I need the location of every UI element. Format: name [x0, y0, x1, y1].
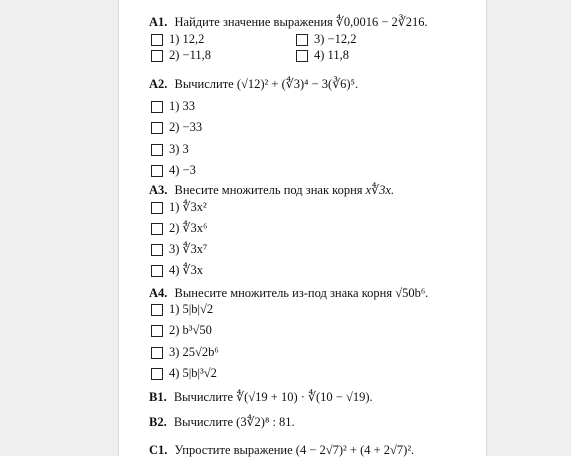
- answer-checkbox[interactable]: [151, 304, 163, 316]
- question-id: A1.: [149, 15, 168, 29]
- question-id: C1.: [149, 443, 168, 457]
- answer-checkbox[interactable]: [151, 347, 163, 359]
- question-expression: √50b⁶.: [395, 286, 429, 300]
- option-label: 1): [169, 99, 180, 113]
- option-a4-2[interactable]: [151, 323, 212, 338]
- option-a1-3[interactable]: [296, 32, 356, 47]
- option-a4-1[interactable]: [151, 302, 213, 317]
- option-label: 4): [169, 366, 180, 380]
- question-text: Вычислите: [174, 77, 234, 91]
- option-a2-3[interactable]: [151, 142, 189, 157]
- answer-checkbox[interactable]: [151, 325, 163, 337]
- option-label: 2): [169, 323, 180, 337]
- answer-checkbox[interactable]: [151, 50, 163, 62]
- option-a4-4[interactable]: [151, 366, 217, 381]
- option-label: 3): [169, 242, 180, 256]
- question-a3: [149, 182, 394, 198]
- question-id: A4.: [149, 286, 168, 300]
- option-value: ∜3x²: [182, 200, 207, 214]
- option-value: 12,2: [182, 32, 205, 46]
- question-expression: x∜3x.: [365, 183, 395, 197]
- answer-checkbox[interactable]: [151, 122, 163, 134]
- option-a1-4[interactable]: [296, 48, 349, 63]
- answer-checkbox[interactable]: [151, 101, 163, 113]
- option-value: 33: [182, 99, 196, 113]
- option-label: 1): [169, 200, 180, 214]
- question-text: Вынесите множитель из-под знака корня: [174, 286, 393, 300]
- option-a2-4[interactable]: [151, 163, 196, 178]
- option-label: 2): [169, 48, 180, 62]
- question-text: Вычислите: [173, 390, 234, 404]
- left-margin: [0, 0, 118, 456]
- option-a4-3[interactable]: [151, 345, 219, 360]
- question-expression: (4 − 2√7)² + (4 + 2√7)².: [295, 443, 415, 457]
- option-label: 3): [169, 345, 180, 359]
- option-value: −12,2: [327, 32, 357, 46]
- option-a1-2[interactable]: [151, 48, 211, 63]
- question-id: A2.: [149, 77, 168, 91]
- question-a4: [149, 285, 428, 301]
- option-label: 3): [314, 32, 325, 46]
- option-a3-4[interactable]: [151, 263, 203, 278]
- option-a3-3[interactable]: [151, 242, 207, 257]
- question-text: Вычислите: [173, 415, 234, 429]
- option-value: ∜3x⁶: [182, 221, 208, 235]
- answer-checkbox[interactable]: [151, 165, 163, 177]
- option-value: ∜3x: [182, 263, 204, 277]
- option-a3-2[interactable]: [151, 221, 207, 236]
- question-id: B2.: [149, 415, 167, 429]
- answer-checkbox[interactable]: [151, 144, 163, 156]
- question-expression: ∜0,0016 − 2∛216.: [335, 15, 428, 29]
- answer-checkbox[interactable]: [296, 50, 308, 62]
- option-a2-1[interactable]: [151, 99, 195, 114]
- option-a3-1[interactable]: [151, 200, 207, 215]
- option-value: 25√2b⁶: [182, 345, 219, 359]
- answer-checkbox[interactable]: [151, 34, 163, 46]
- question-b1: [149, 389, 373, 405]
- option-label: 2): [169, 120, 180, 134]
- question-expression: ∜(√19 + 10) · ∜(10 − √19).: [236, 390, 373, 404]
- option-value: 11,8: [327, 48, 349, 62]
- question-text: Упростите выражение: [174, 443, 293, 457]
- option-value: b³√50: [182, 323, 212, 337]
- answer-checkbox[interactable]: [151, 244, 163, 256]
- question-id: B1.: [149, 390, 167, 404]
- option-label: 3): [169, 142, 180, 156]
- answer-checkbox[interactable]: [151, 223, 163, 235]
- right-margin: [487, 0, 571, 456]
- option-label: 4): [169, 263, 180, 277]
- question-expression: (3∜2)⁸ : 81.: [236, 415, 295, 429]
- option-label: 1): [169, 302, 180, 316]
- option-label: 2): [169, 221, 180, 235]
- option-value: −11,8: [182, 48, 212, 62]
- option-value: 5|b|√2: [182, 302, 214, 316]
- option-value: 5|b|³√2: [182, 366, 217, 380]
- option-value: ∜3x⁷: [182, 242, 208, 256]
- question-text: Найдите значение выражения: [174, 15, 333, 29]
- option-value: −33: [182, 120, 203, 134]
- answer-checkbox[interactable]: [296, 34, 308, 46]
- question-id: A3.: [149, 183, 168, 197]
- question-b2: [149, 414, 295, 430]
- option-label: 4): [314, 48, 325, 62]
- question-a1: [149, 14, 428, 30]
- option-label: 1): [169, 32, 180, 46]
- option-a2-2[interactable]: [151, 120, 202, 135]
- answer-checkbox[interactable]: [151, 265, 163, 277]
- option-value: 3: [182, 142, 189, 156]
- answer-checkbox[interactable]: [151, 368, 163, 380]
- option-value: −3: [182, 163, 196, 177]
- option-label: 4): [169, 163, 180, 177]
- answer-checkbox[interactable]: [151, 202, 163, 214]
- option-a1-1[interactable]: [151, 32, 204, 47]
- question-a2: [149, 76, 358, 92]
- question-text: Внесите множитель под знак корня: [174, 183, 363, 197]
- question-expression: (√12)² + (∜3)⁴ − 3(∛6)⁵.: [236, 77, 359, 91]
